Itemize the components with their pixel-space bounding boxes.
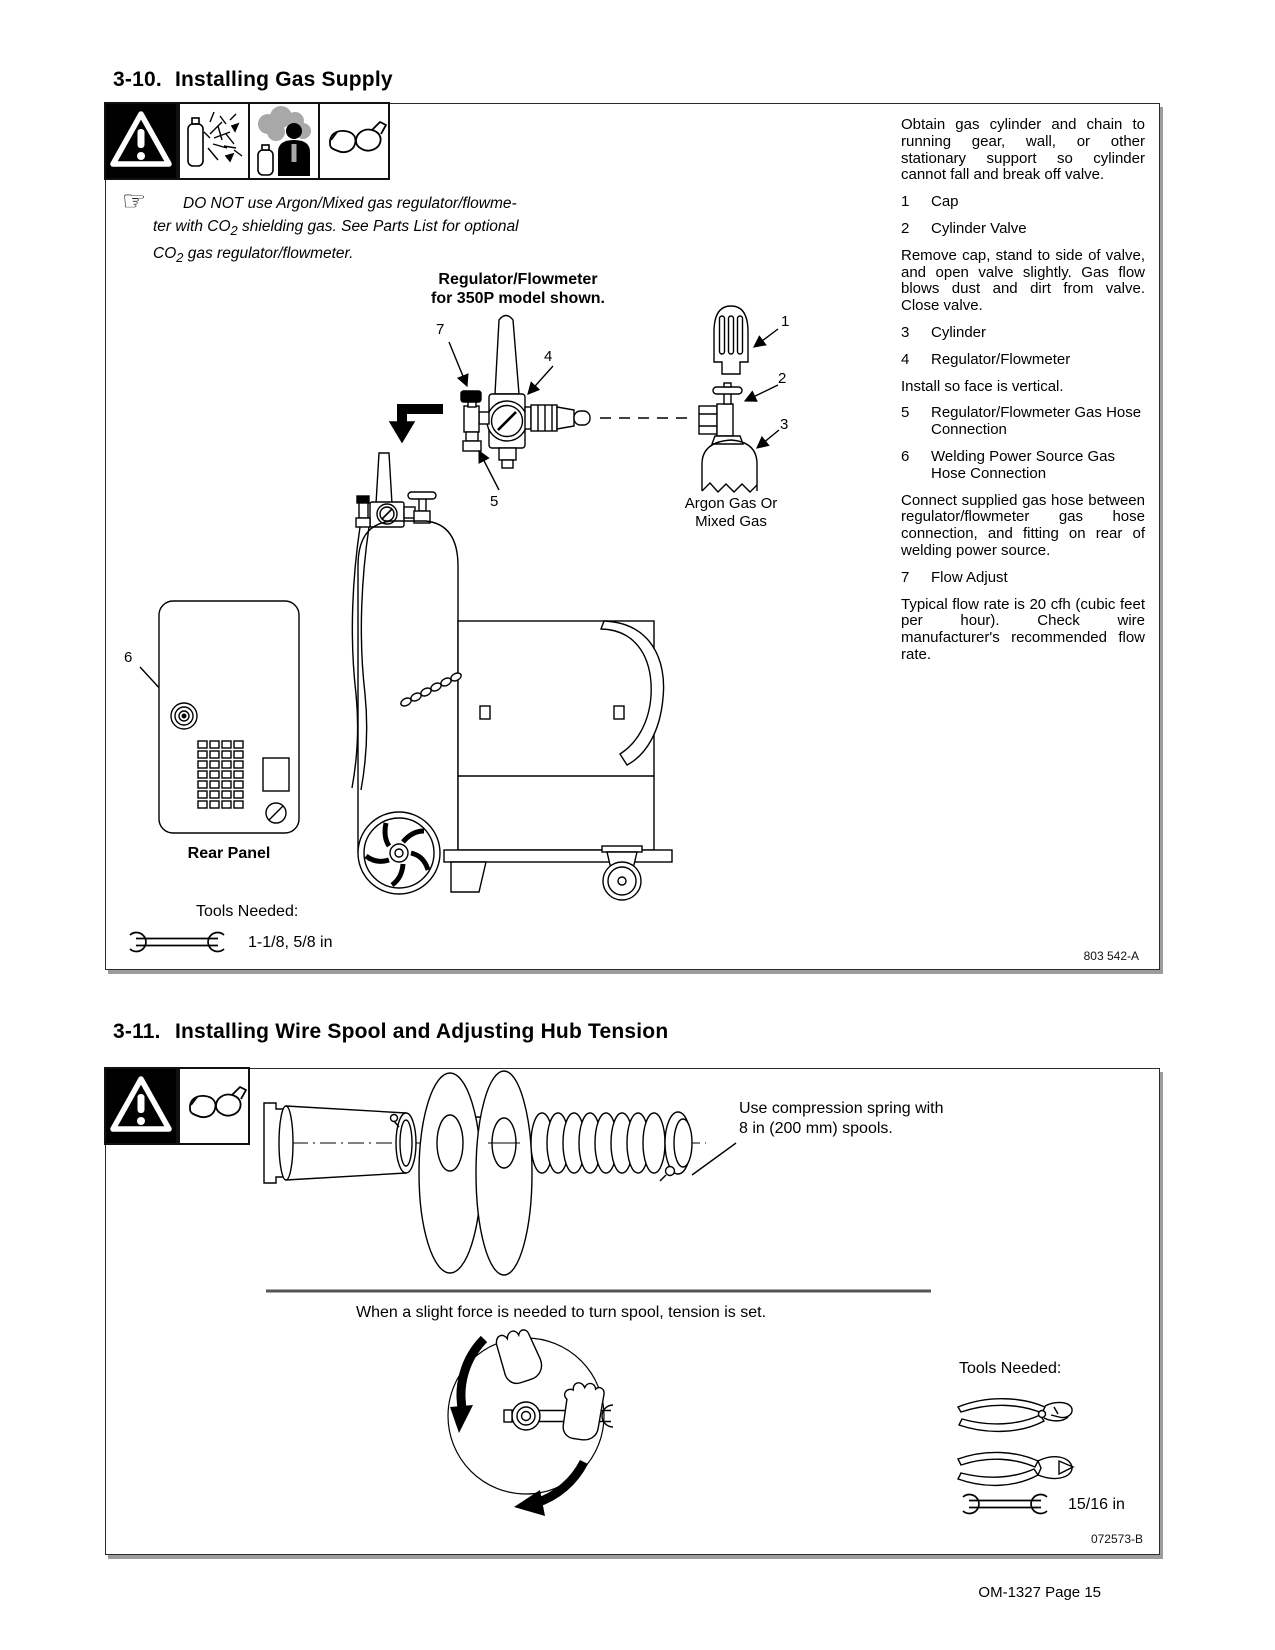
figure-gas-supply: [105, 103, 1160, 970]
callout-7: 7: [436, 321, 445, 338]
instruction-item: 3 Cylinder: [901, 323, 987, 341]
callout-3: 3: [780, 416, 789, 433]
figure-wire-spool: [105, 1068, 1160, 1555]
argon-gas-label: Argon Gas Or Mixed Gas: [684, 495, 778, 530]
instruction-para: Obtain gas cylinder and chain to running gear, wall, or other stationary support so cylinder cannot fall and break off valve.: [901, 116, 1145, 184]
tension-caption: When a slight force is needed to turn spool, tension is set.: [356, 1304, 767, 1321]
cutters-icon: [958, 1452, 1073, 1485]
instruction-para: Connect supplied gas hose between regulator/flowmeter gas hose connection, and fitting on rear of welding power source.: [901, 491, 1145, 559]
instruction-item: 6 Welding Power Source Gas Hose Connection: [901, 447, 1115, 482]
wrench-sizes-label: 1-1/8, 5/8 in: [248, 934, 333, 951]
callout-5: 5: [490, 493, 499, 510]
page-footer: OM-1327 Page 15: [978, 1584, 1101, 1601]
tools-needed-label: Tools Needed:: [196, 903, 299, 920]
figure-id: 803 542-A: [1083, 949, 1139, 963]
figure-id: 072573-B: [1090, 1532, 1143, 1546]
flowmeter-tube: [495, 316, 519, 395]
note-line-3: $CO_2$ gas regulator/flowmeter.: [153, 245, 354, 266]
instruction-item: 2 Cylinder Valve: [901, 219, 1027, 237]
instruction-item: 5 Regulator/Flowmeter Gas Hose Connection: [901, 404, 1142, 439]
wire-spool-drawing: [419, 1071, 532, 1275]
callout-2: 2: [778, 370, 787, 387]
callout-4: 4: [544, 348, 553, 365]
wrench-size-label: 15/16 in: [1068, 1496, 1125, 1513]
section-number: 3-10.: [113, 68, 162, 91]
instruction-item: 1 Cap: [901, 193, 959, 211]
instruction-para: Typical flow rate is 20 cfh (cubic feet per hour). Check wire manufacturer's recommended flow rate.: [901, 595, 1145, 663]
wrench-icon: [963, 1495, 1047, 1514]
welding-power-source: [458, 621, 654, 850]
retaining-ring: [660, 1112, 692, 1181]
spring-note: Use compression spring with 8 in (200 mm) spools.: [739, 1100, 944, 1137]
spool-hub: [264, 1103, 416, 1183]
tools-needed-label: Tools Needed:: [959, 1360, 1062, 1377]
instruction-item: 7 Flow Adjust: [901, 568, 1008, 586]
instruction-para: Remove cap, stand to side of valve, and open valve slightly. Gas flow blows dust and dirt from valve. Close valve.: [901, 246, 1145, 315]
section-title: Installing Wire Spool and Adjusting Hub Tension: [175, 1020, 669, 1043]
section-heading-wire-spool: [113, 1020, 668, 1044]
safety-chain: [400, 671, 463, 707]
instruction-column: [901, 117, 1145, 674]
note-line-2: ter with $CO_2$ shielding gas. See Parts List for optional: [153, 218, 519, 239]
instruction-para: Install so face is vertical.: [901, 377, 1064, 395]
wrench-icon: [130, 933, 224, 952]
spool-turning-drawing: [448, 1326, 613, 1516]
pointing-hand-icon: ☞: [122, 186, 147, 216]
section-heading-gas-supply: [113, 68, 393, 92]
section-title: Installing Gas Supply: [175, 68, 393, 91]
note-line-1: DO NOT use Argon/Mixed gas regulator/flowme-: [183, 195, 517, 212]
section-number: 3-11.: [113, 1020, 161, 1043]
compression-spring: [531, 1113, 665, 1173]
rear-panel-label: Rear Panel: [187, 845, 271, 862]
instruction-item: 4 Regulator/Flowmeter: [901, 350, 1071, 368]
callout-6: 6: [124, 649, 133, 666]
diagram-title: Regulator/Flowmeter for 350P model shown.: [431, 271, 605, 307]
callout-1: 1: [781, 313, 790, 330]
pliers-icon: [958, 1399, 1072, 1432]
